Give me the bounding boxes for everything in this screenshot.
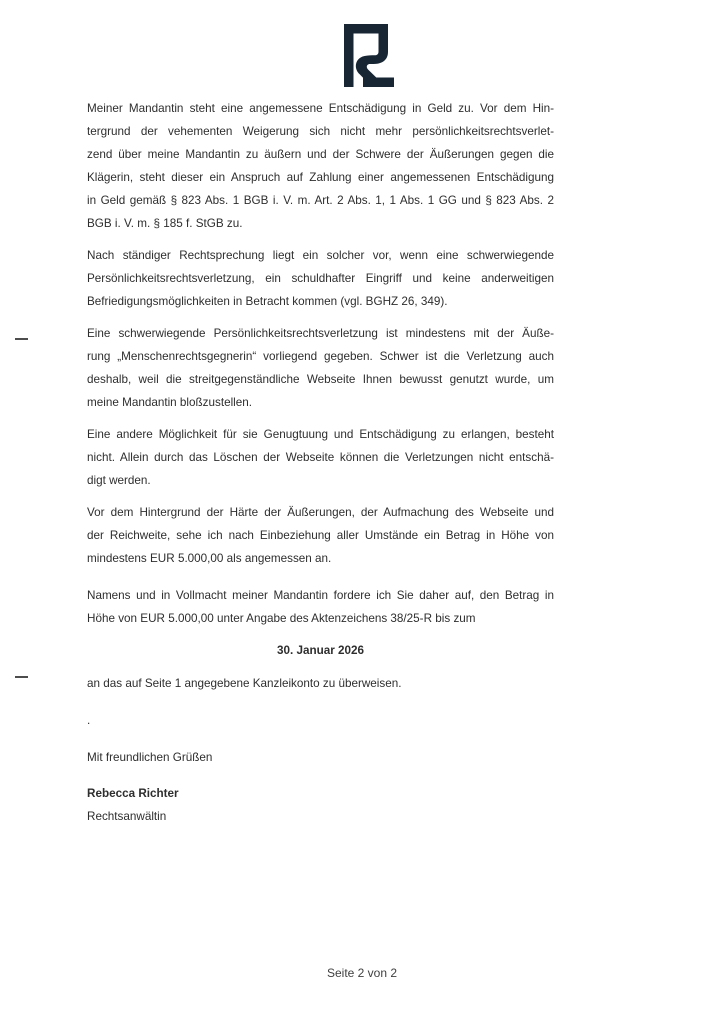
deadline-date: 30. Januar 2026: [276, 644, 365, 657]
body-paragraph: [87, 97, 554, 235]
page-number-footer: Seite 2 von 2: [326, 966, 398, 980]
body-line: Namens und in Vollmacht meiner Mandantin fordere ich Sie daher auf, den Betrag in: [87, 589, 554, 602]
body-line: in Geld gemäß § 823 Abs. 1 BGB i. V. m. Art. 2 Abs. 1, 1 Abs. 1 GG und § 823 Abs. 2: [87, 194, 554, 207]
stray-dot: .: [87, 714, 91, 727]
body-line: tergrund der vehementen Weigerung sich nicht mehr persönlichkeitsrechtsverlet-: [87, 125, 554, 138]
signature-block: [87, 782, 554, 828]
body-line: deshalb, weil die streitgegenständliche Webseite Ihnen bewusst genutzt wurde, um: [87, 373, 554, 386]
body-line: Persönlichkeitsrechtsverletzung, ein schuldhafter Eingriff und keine anderweitigen: [87, 272, 554, 285]
body-line: Höhe von EUR 5.000,00 unter Angabe des Aktenzeichens 38/25-R bis zum: [87, 612, 476, 625]
fold-mark-top: [15, 338, 28, 340]
body-line: Vor dem Hintergrund der Härte der Äußerungen, der Aufmachung des Webseite und: [87, 506, 554, 519]
body-line: meine Mandantin bloßzustellen.: [87, 396, 253, 409]
body-line: zend über meine Mandantin zu äußern und der Schwere der Äußerungen gegen die: [87, 148, 554, 161]
body-paragraph: [87, 501, 554, 570]
body-line: BGB i. V. m. § 185 f. StGB zu.: [87, 217, 243, 230]
body-line: rung „Menschenrechtsgegnerin“ vorliegend gegeben. Schwer ist die Verletzung auch: [87, 350, 554, 363]
body-paragraph: [87, 244, 554, 313]
body-paragraph: [87, 423, 554, 492]
body-line: Eine andere Möglichkeit für sie Genugtuung und Entschädigung zu erlangen, besteht: [87, 428, 554, 441]
paragraphs: [87, 97, 554, 630]
body-line: Nach ständiger Rechtsprechung liegt ein solcher vor, wenn eine schwerwiegende: [87, 249, 554, 262]
body-line: Klägerin, steht dieser ein Anspruch auf Zahlung einer angemessenen Entschädigung: [87, 171, 554, 184]
body-line: nicht. Allein durch das Löschen der Webseite können die Verletzungen nicht entschä-: [87, 451, 554, 464]
signature-title: Rechtsanwältin: [87, 810, 167, 823]
letter-body: [87, 97, 554, 828]
body-line: Befriedigungsmöglichkeiten in Betracht kommen (vgl. BGHZ 26, 349).: [87, 295, 448, 308]
body-line: Meiner Mandantin steht eine angemessene Entschädigung in Geld zu. Vor dem Hin-: [87, 102, 554, 115]
closing-salutation: Mit freundlichen Grüßen: [87, 751, 213, 764]
body-line: der Reichweite, sehe ich nach Einbeziehung aller Umstände ein Betrag in Höhe von: [87, 529, 554, 542]
law-firm-monogram-icon: [344, 24, 394, 87]
body-paragraph: [87, 322, 554, 414]
body-paragraph: [87, 584, 554, 630]
signature-name: Rebecca Richter: [87, 787, 179, 800]
body-line: mindestens EUR 5.000,00 als angemessen an.: [87, 552, 332, 565]
fold-mark-bottom: [15, 676, 28, 678]
body-line: Eine schwerwiegende Persönlichkeitsrechtsverletzung ist mindestens mit der Äuße-: [87, 327, 554, 340]
body-line: digt werden.: [87, 474, 151, 487]
transfer-instruction: an das auf Seite 1 angegebene Kanzleikonto zu überweisen.: [87, 677, 402, 690]
